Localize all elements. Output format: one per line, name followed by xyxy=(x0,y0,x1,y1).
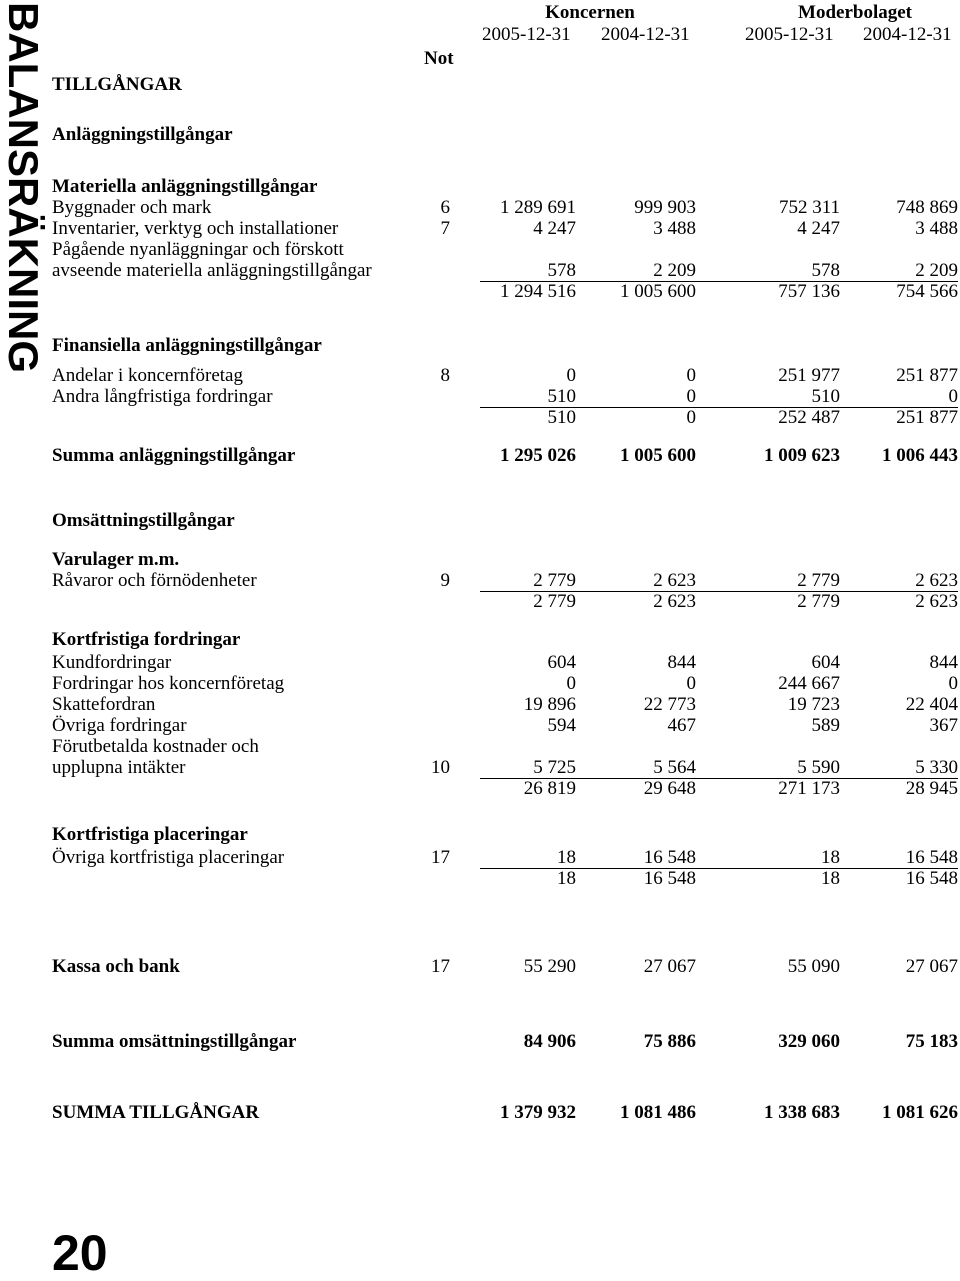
row-value-col4: 16 548 xyxy=(905,847,958,868)
row-label: Övriga fordringar xyxy=(52,715,187,736)
row-value-col3: 2 779 xyxy=(797,591,840,612)
table-row xyxy=(0,239,960,261)
row-value-col4: 2 623 xyxy=(915,570,958,591)
table-row xyxy=(0,591,960,613)
row-value-col1: 26 819 xyxy=(523,778,576,799)
row-label: Övriga kortfristiga placeringar xyxy=(52,847,285,868)
row-label: avseende materiella anläggningstillgångar xyxy=(52,260,372,281)
row-label: Andelar i koncernföretag xyxy=(52,365,243,386)
row-value-col3: 752 311 xyxy=(778,197,840,218)
row-value-col3: 18 xyxy=(821,847,840,868)
row-value-col4: 251 877 xyxy=(896,365,958,386)
row-value-col3: 244 667 xyxy=(778,673,840,694)
row-value-col1: 18 xyxy=(557,868,576,889)
row-value-col4: 0 xyxy=(948,673,958,694)
row-label: Andra långfristiga fordringar xyxy=(52,386,273,407)
row-value-col4: 27 067 xyxy=(905,956,958,977)
row-value-col3: 757 136 xyxy=(778,281,840,302)
row-value-col1: 1 295 026 xyxy=(500,445,576,466)
table-row xyxy=(0,281,960,303)
row-label: Kortfristiga fordringar xyxy=(52,629,241,650)
row-value-col2: 16 548 xyxy=(643,868,696,889)
table-row xyxy=(0,778,960,800)
row-label: SUMMA TILLGÅNGAR xyxy=(52,1102,260,1123)
row-value-col1: 0 xyxy=(566,673,576,694)
row-value-col1: 1 379 932 xyxy=(500,1102,576,1123)
row-label: Kassa och bank xyxy=(52,956,180,977)
row-value-col3: 271 173 xyxy=(778,778,840,799)
row-label: Fordringar hos koncernföretag xyxy=(52,673,285,694)
row-note: 6 xyxy=(440,197,450,218)
row-value-col1: 19 896 xyxy=(523,694,576,715)
row-label: Varulager m.m. xyxy=(52,549,180,570)
row-label: Kundfordringar xyxy=(52,652,172,673)
row-value-col4: 28 945 xyxy=(905,778,958,799)
row-value-col1: 18 xyxy=(557,847,576,868)
row-value-col3: 19 723 xyxy=(787,694,840,715)
header-group-moderbolaget: Moderbolaget xyxy=(798,2,912,23)
row-label: upplupna intäkter xyxy=(52,757,186,778)
table-row xyxy=(0,218,960,240)
row-value-col4: 3 488 xyxy=(915,218,958,239)
row-label: Byggnader och mark xyxy=(52,197,212,218)
row-label: TILLGÅNGAR xyxy=(52,74,182,95)
table-row xyxy=(0,365,960,387)
row-value-col1: 4 247 xyxy=(533,218,576,239)
row-value-col4: 2 209 xyxy=(915,260,958,281)
table-row xyxy=(0,847,960,869)
row-value-col2: 0 xyxy=(686,673,696,694)
row-note: 8 xyxy=(440,365,450,386)
row-label: Finansiella anläggningstillgångar xyxy=(52,335,322,356)
table-row xyxy=(0,694,960,716)
row-value-col1: 1 289 691 xyxy=(500,197,576,218)
row-label: Inventarier, verktyg och installationer xyxy=(52,218,339,239)
table-row xyxy=(0,629,960,651)
row-value-col2: 3 488 xyxy=(653,218,696,239)
row-value-col3: 252 487 xyxy=(778,407,840,428)
table-row xyxy=(0,652,960,674)
row-label: Materiella anläggningstillgångar xyxy=(52,176,318,197)
table-row xyxy=(0,956,960,978)
row-label: Pågående nyanläggningar och förskott xyxy=(52,239,344,260)
row-value-col1: 510 xyxy=(547,386,576,407)
row-value-col1: 2 779 xyxy=(533,570,576,591)
row-value-col3: 578 xyxy=(811,260,840,281)
table-row xyxy=(0,407,960,429)
row-value-col4: 1 081 626 xyxy=(882,1102,958,1123)
row-value-col4: 367 xyxy=(929,715,958,736)
row-value-col2: 27 067 xyxy=(643,956,696,977)
row-value-col2: 0 xyxy=(686,365,696,386)
table-row xyxy=(0,824,960,846)
row-value-col2: 29 648 xyxy=(643,778,696,799)
header-group-koncernen: Koncernen xyxy=(545,2,635,23)
table-row xyxy=(0,176,960,198)
row-value-col2: 1 081 486 xyxy=(620,1102,696,1123)
row-note: 7 xyxy=(440,218,450,239)
row-value-col2: 2 623 xyxy=(653,591,696,612)
row-value-col3: 4 247 xyxy=(797,218,840,239)
row-value-col2: 1 005 600 xyxy=(620,445,696,466)
row-label: Anläggningstillgångar xyxy=(52,124,233,145)
row-note: 17 xyxy=(431,956,450,977)
table-row xyxy=(0,445,960,467)
page-side-title: BALANSRÄKNING xyxy=(0,2,47,373)
row-value-col3: 1 009 623 xyxy=(764,445,840,466)
table-row xyxy=(0,74,960,96)
row-value-col3: 329 060 xyxy=(778,1031,840,1052)
row-value-col1: 84 906 xyxy=(523,1031,576,1052)
row-value-col3: 510 xyxy=(811,386,840,407)
row-value-col2: 844 xyxy=(667,652,696,673)
row-value-col2: 75 886 xyxy=(643,1031,696,1052)
table-row xyxy=(0,124,960,146)
row-value-col2: 1 005 600 xyxy=(620,281,696,302)
table-row xyxy=(0,549,960,571)
row-value-col4: 844 xyxy=(929,652,958,673)
row-value-col4: 75 183 xyxy=(905,1031,958,1052)
row-value-col3: 18 xyxy=(821,868,840,889)
row-value-col2: 22 773 xyxy=(643,694,696,715)
row-label: Råvaror och förnödenheter xyxy=(52,570,257,591)
table-row xyxy=(0,1102,960,1124)
page-number: 20 xyxy=(52,1225,108,1281)
header-date-2: 2004-12-31 xyxy=(601,24,690,45)
row-value-col3: 55 090 xyxy=(787,956,840,977)
row-value-col3: 1 338 683 xyxy=(764,1102,840,1123)
row-label: Skattefordran xyxy=(52,694,156,715)
table-row xyxy=(0,757,960,779)
row-value-col1: 0 xyxy=(566,365,576,386)
row-value-col1: 55 290 xyxy=(523,956,576,977)
table-row xyxy=(0,1031,960,1053)
row-label: Kortfristiga placeringar xyxy=(52,824,248,845)
row-value-col4: 22 404 xyxy=(905,694,958,715)
table-row xyxy=(0,570,960,592)
table-row xyxy=(0,868,960,890)
row-value-col2: 0 xyxy=(686,386,696,407)
row-label: Omsättningstillgångar xyxy=(52,510,235,531)
row-value-col3: 5 590 xyxy=(797,757,840,778)
table-row xyxy=(0,510,960,532)
header-date-4: 2004-12-31 xyxy=(863,24,952,45)
row-value-col3: 604 xyxy=(811,652,840,673)
row-value-col4: 5 330 xyxy=(915,757,958,778)
row-value-col2: 0 xyxy=(686,407,696,428)
row-value-col1: 5 725 xyxy=(533,757,576,778)
row-value-col2: 999 903 xyxy=(634,197,696,218)
header-date-3: 2005-12-31 xyxy=(745,24,834,45)
row-value-col1: 604 xyxy=(547,652,576,673)
row-value-col1: 1 294 516 xyxy=(500,281,576,302)
table-row xyxy=(0,673,960,695)
table-row xyxy=(0,386,960,408)
row-value-col1: 594 xyxy=(547,715,576,736)
row-value-col2: 16 548 xyxy=(643,847,696,868)
table-row xyxy=(0,335,960,357)
row-value-col2: 2 209 xyxy=(653,260,696,281)
row-value-col4: 1 006 443 xyxy=(882,445,958,466)
row-label: Summa anläggningstillgångar xyxy=(52,445,296,466)
row-value-col4: 251 877 xyxy=(896,407,958,428)
row-value-col4: 2 623 xyxy=(915,591,958,612)
row-value-col3: 589 xyxy=(811,715,840,736)
row-value-col1: 2 779 xyxy=(533,591,576,612)
row-value-col4: 748 869 xyxy=(896,197,958,218)
header-note: Not xyxy=(424,48,454,69)
row-value-col3: 2 779 xyxy=(797,570,840,591)
row-value-col2: 2 623 xyxy=(653,570,696,591)
row-value-col3: 251 977 xyxy=(778,365,840,386)
row-value-col1: 578 xyxy=(547,260,576,281)
row-note: 9 xyxy=(440,570,450,591)
row-note: 17 xyxy=(431,847,450,868)
row-value-col2: 5 564 xyxy=(653,757,696,778)
row-label: Summa omsättningstillgångar xyxy=(52,1031,297,1052)
row-value-col4: 16 548 xyxy=(905,868,958,889)
row-value-col4: 0 xyxy=(948,386,958,407)
table-row xyxy=(0,736,960,758)
row-value-col2: 467 xyxy=(667,715,696,736)
row-value-col1: 510 xyxy=(547,407,576,428)
table-row xyxy=(0,197,960,219)
header-date-1: 2005-12-31 xyxy=(482,24,571,45)
table-row xyxy=(0,715,960,737)
table-row xyxy=(0,260,960,282)
row-note: 10 xyxy=(431,757,450,778)
row-label: Förutbetalda kostnader och xyxy=(52,736,259,757)
row-value-col4: 754 566 xyxy=(896,281,958,302)
